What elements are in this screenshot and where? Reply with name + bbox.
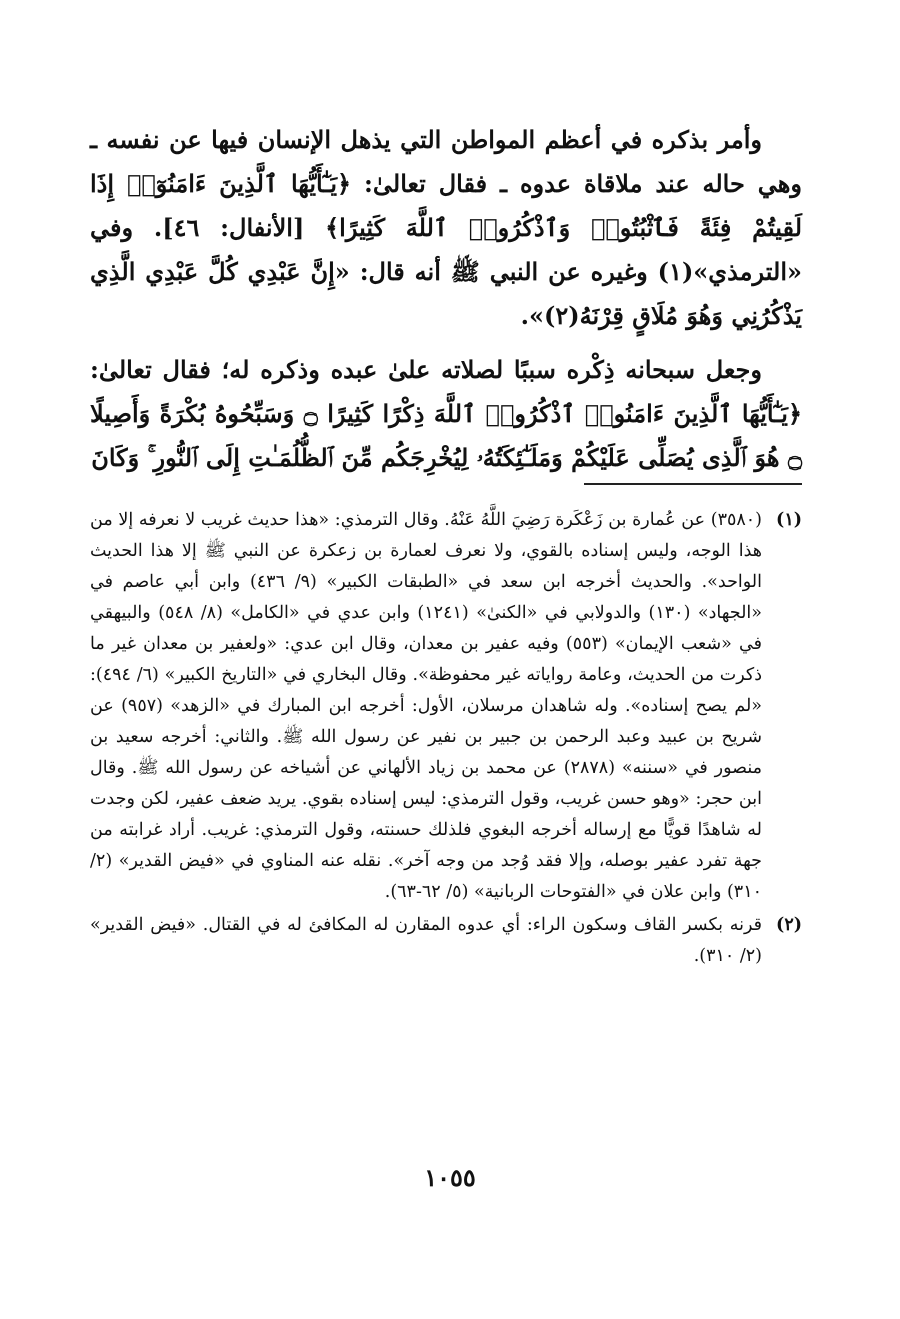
page-number: ١٠٥٥ [424, 1163, 476, 1192]
footnote-text: (٣٥٨٠) عن عُمارة بن زَعْكَرة رَضِيَ اللَّهُ عَنْهُ. وقال الترمذي: «هذا حديث غريب لا نعرفه إلا من هذا الوجه، وليس إسناده بالقوي، ولا نعرف لعمارة بن زعكرة عن النبي ﷺ إلا هذا الحديث الواحد». والحديث أخرجه ابن سعد في «الطبقات الكبير» (٩/ ٤٣٦) وابن أبي عاصم في «الجهاد» (١٣٠) والدولابي في «الكنىٰ» (١٢٤١) وابن عدي في «الكامل» (٨/ ٥٤٨) والبيهقي في «شعب الإيمان» (٥٥٣) وفيه عفير بن معدان، وقال ابن عدي: «ولعفير بن معدان غير ما ذكرت من الحديث، وعامة رواياته غير محفوظة». وقال البخاري في «التاريخ الكبير» (٦/ ٤٩٤): «لم يصح إسناده». وله شاهدان مرسلان، الأول: أخرجه ابن المبارك في «الزهد» (٩٥٧) عن شريح بن عبيد وعبد الرحمن بن جبير بن نفير عن رسول الله ﷺ. والثاني: أخرجه سعيد بن منصور في «سننه» (٢٨٧٨) عن محمد بن زياد الألهاني عن أشياخه عن رسول الله ﷺ. وقال ابن حجر: «وهو حسن غريب، وقول الترمذي: ليس إسناده بقوي. يريد ضعف عفير، لكن وجدت له شاهدًا قويًّا مع إرساله أخرجه البغوي فلذلك حسنته، وقول الترمذي: غريب. أراد غرابته من جهة تفرد عفير بوصله، وإلا فقد وُجد من وجه آخر». نقله عنه المناوي في «فيض القدير» (٢/ ٣١٠) وابن علان في «الفتوحات الربانية» (٥/ ٦٢-٦٣). [90, 510, 763, 902]
footnote-divider [584, 483, 802, 485]
footnote-2 [90, 910, 802, 972]
footnote-number: (٢) [776, 915, 802, 935]
footnotes [90, 505, 802, 972]
main-text [90, 118, 802, 490]
main-paragraph-2: وجعل سبحانه ذِكْره سببًا لصلاته علىٰ عبده وذكره له؛ فقال تعالىٰ: ﴿يَـٰٓأَيُّهَا ٱلَّذِينَ ءَامَنُوا۟ ٱذْكُرُوا۟ ٱللَّهَ ذِكْرًا كَثِيرًا ۝ وَسَبِّحُوهُ بُكْرَةً وَأَصِيلًا ۝ هُوَ ٱلَّذِى يُصَلِّى عَلَيْكُمْ وَمَلَـٰٓئِكَتُهُۥ لِيُخْرِجَكُم مِّنَ ٱلظُّلُمَـٰتِ إِلَى ٱلنُّورِ ۚ وَكَانَ [90, 355, 802, 472]
main-paragraph-1: وأمر بذكره في أعظم المواطن التي يذهل الإنسان فيها عن نفسه ـ وهي حاله عند ملاقاة عدوه ـ فقال تعالىٰ: ﴿يَـٰٓأَيُّهَا ٱلَّذِينَ ءَامَنُوٓا۟ إِذَا لَقِيتُمْ فِئَةً فَٱثْبُتُوا۟ وَٱذْكُرُوا۟ ٱللَّهَ كَثِيرًا﴾ [الأنفال: ٤٦]. وفي «الترمذي»(١) وغيره عن النبي ﷺ أنه قال: «إِنَّ عَبْدِي كُلَّ عَبْدِي الَّذِي يَذْكُرُنِي وَهُوَ مُلَاقٍ قِرْنَهُ(٢)». [90, 125, 803, 330]
footnote-1 [90, 505, 802, 908]
footnote-number: (١) [776, 510, 802, 530]
footnote-text: قرنه بكسر القاف وسكون الراء: أي عدوه المقارن له المكافئ له في القتال. «فيض القدير» (٢/ ٣١٠). [90, 915, 762, 966]
